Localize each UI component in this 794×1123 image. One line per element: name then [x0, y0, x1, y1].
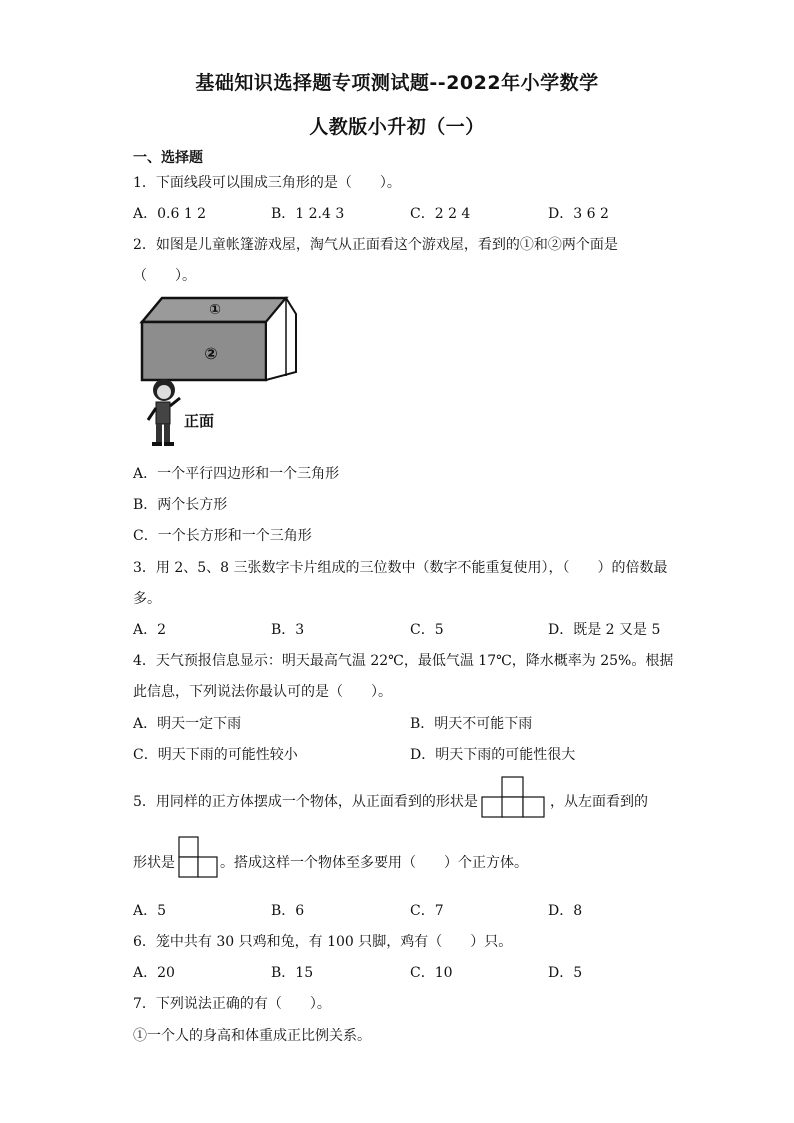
- front-view-shape: [481, 776, 545, 822]
- question-3-option-c: C．5: [410, 622, 444, 638]
- front-view-caption: 正面: [184, 412, 215, 430]
- question-5-stem-part1: 5．用同样的正方体摆成一个物体，从正面看到的形状是: [133, 794, 478, 810]
- question-6-option-a: A．20: [133, 965, 175, 981]
- question-5-option-a: A．5: [133, 903, 167, 919]
- section-heading: 一、选择题: [133, 150, 203, 166]
- question-2-option-a: A．一个平行四边形和一个三角形: [133, 466, 340, 482]
- question-5-option-b: B．6: [271, 903, 305, 919]
- question-6-option-d: D．5: [548, 965, 583, 981]
- question-5-stem-part2: ，从左面看到的: [550, 794, 648, 810]
- question-3-option-b: B．3: [271, 622, 305, 638]
- face-2-label: ②: [204, 344, 218, 363]
- question-4-option-a: A．明天一定下雨: [133, 716, 242, 732]
- question-4-stem-cont: 此信息，下列说法你最认可的是（ ）。: [133, 684, 392, 700]
- question-1-option-d: D．3 6 2: [548, 206, 609, 222]
- question-4-option-c: C．明天下雨的可能性较小: [133, 747, 298, 763]
- question-4-stem: 4．天气预报信息显示：明天最高气温 22℃，最低气温 17℃，降水概率为 25%。根据: [133, 653, 674, 669]
- question-1-option-a: A．0.6 1 2: [133, 206, 207, 222]
- question-5-option-d: D．8: [548, 903, 583, 919]
- question-5-stem-part3: 形状是: [133, 855, 175, 871]
- question-4-option-b: B．明天不可能下雨: [410, 716, 533, 732]
- question-6-option-b: B．15: [271, 965, 314, 981]
- question-2-stem-cont: （ ）。: [133, 268, 196, 284]
- question-3-option-d: D．既是 2 又是 5: [548, 622, 661, 638]
- question-6-option-c: C．10: [410, 965, 453, 981]
- document-subtitle: 人教版小升初（一）: [309, 116, 485, 138]
- question-5-option-c: C．7: [410, 903, 444, 919]
- question-2-option-c: C．一个长方形和一个三角形: [133, 528, 312, 544]
- question-3-stem: 3．用 2、5、8 三张数字卡片组成的三位数中（数字不能重复使用），（ ）的倍数最: [133, 560, 668, 576]
- question-4-option-d: D．明天下雨的可能性很大: [410, 747, 576, 763]
- document-title: 基础知识选择题专项测试题--2022年小学数学: [195, 72, 599, 94]
- left-view-shape: [178, 836, 218, 882]
- face-1-label: ①: [209, 302, 221, 318]
- question-3-option-a: A．2: [133, 622, 167, 638]
- question-7-stem: 7．下列说法正确的有（ ）。: [133, 996, 331, 1012]
- question-3-stem-cont: 多。: [133, 591, 161, 607]
- question-6-stem: 6．笼中共有 30 只鸡和兔，有 100 只脚，鸡有（ ）只。: [133, 934, 513, 950]
- question-7-item-1: ①一个人的身高和体重成正比例关系。: [133, 1028, 371, 1044]
- question-1-option-c: C．2 2 4: [410, 206, 471, 222]
- question-2-stem: 2．如图是儿童帐篷游戏屋，淘气从正面看这个游戏屋，看到的①和②两个面是: [133, 237, 618, 253]
- question-2-option-b: B．两个长方形: [133, 497, 228, 513]
- question-1-option-b: B．1 2.4 3: [271, 206, 345, 222]
- question-1-stem: 1．下面线段可以围成三角形的是（ ）。: [133, 175, 401, 191]
- question-5-stem-part4: 。搭成这样一个物体至多要用（ ）个正方体。: [220, 855, 528, 871]
- tent-house-figure: [134, 292, 304, 452]
